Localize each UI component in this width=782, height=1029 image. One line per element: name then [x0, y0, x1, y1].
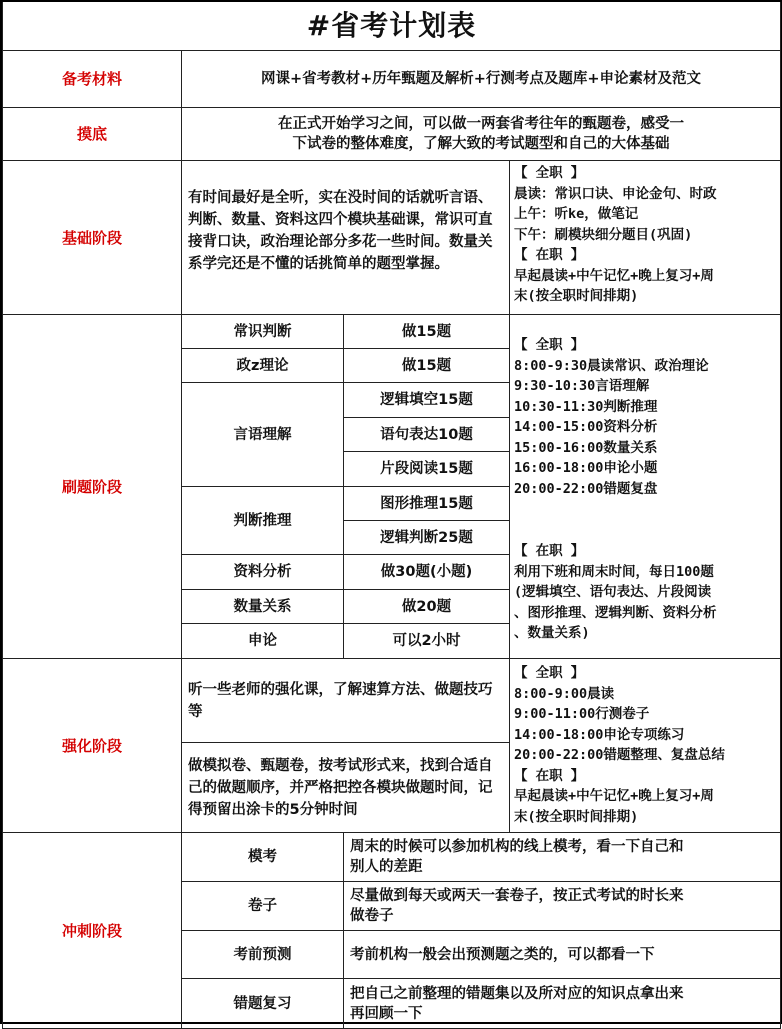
practice-task: 图形推理15题	[344, 487, 510, 521]
schedule-line: 【 在职 】	[514, 767, 585, 784]
practice-task: 片段阅读15题	[344, 452, 510, 487]
page-title: #省考计划表	[3, 2, 781, 51]
schedule-line: 上午：听ke，做笔记	[514, 206, 639, 222]
practice-module: 申论	[182, 624, 344, 659]
sprint-desc-line: 周末的时候可以参加机构的线上模考，看一下自己和	[350, 839, 684, 855]
schedule-line: 【 全职 】	[514, 165, 585, 181]
sprint-item: 模考	[182, 833, 344, 882]
practice-task: 逻辑判断25题	[344, 521, 510, 555]
sprint-label: 冲刺阶段	[3, 833, 182, 1029]
schedule-line: 利用下班和周末时间，每日100题	[514, 563, 714, 580]
sprint-desc-line: 把自己之前整理的错题集以及所对应的知识点拿出来	[350, 985, 684, 1002]
schedule-line: 晨读：常识口诀、申论金句、时政	[514, 185, 717, 202]
practice-label: 刷题阶段	[3, 315, 182, 659]
practice-task: 可以2小时	[344, 624, 510, 659]
schedule-line: 16:00-18:00申论小题	[514, 460, 658, 476]
sprint-desc	[344, 979, 781, 1029]
schedule-line: 10:30-11:30判断推理	[514, 398, 658, 415]
schedule-line: 8:00-9:00晨读	[514, 685, 615, 702]
schedule-line: 14:00-18:00申论专项练习	[514, 726, 685, 743]
schedule-line: 早起晨读+中午记忆+晚上复习+周	[514, 267, 714, 284]
sprint-item: 卷子	[182, 882, 344, 931]
probe-line-2: 下试卷的整体难度，了解大致的考试题型和自己的大体基础	[292, 136, 670, 152]
schedule-line: 末(按全职时间排期)	[514, 288, 639, 304]
sprint-desc-line: 考前机构一般会出预测题之类的，可以都看一下	[350, 946, 655, 963]
schedule-line: 、数量关系)	[514, 625, 590, 641]
practice-task: 语句表达10题	[344, 418, 510, 452]
intensive-content-1: 听一些老师的强化课，了解速算方法、做题技巧等	[182, 659, 510, 743]
foundation-content: 有时间最好是全听，实在没时间的话就听言语、判断、数量、资料这四个模块基础课，常识可直接背口诀，政治理论部分多花一些时间。数量关系学完还是不懂的话挑简单的题型掌握。	[182, 161, 510, 315]
schedule-line: 【 全职 】	[514, 665, 585, 681]
schedule-line: 9:30-10:30言语理解	[514, 378, 650, 394]
schedule-line: 【 全职 】	[514, 337, 585, 353]
schedule-line: 15:00-16:00数量关系	[514, 439, 658, 456]
materials-label: 备考材料	[3, 51, 182, 108]
sprint-item: 错题复习	[182, 979, 344, 1029]
plan-table	[2, 2, 781, 1029]
intensive-content-2: 做模拟卷、甄题卷，按考试形式来，找到合适自己的做题顺序，并严格把控各模块做题时间，记得预留出涂卡的5分钟时间	[182, 743, 510, 833]
sprint-desc	[344, 931, 781, 979]
practice-task: 做15题	[344, 349, 510, 383]
schedule-line: 、图形推理、逻辑判断、资料分析	[514, 604, 717, 621]
sprint-desc-line: 尽量做到每天或两天一套卷子，按正式考试的时长来	[350, 888, 684, 904]
materials-content: 网课+省考教材+历年甄题及解析+行测考点及题库+申论素材及范文	[182, 51, 781, 108]
practice-module: 数量关系	[182, 590, 344, 624]
sprint-desc	[344, 882, 781, 931]
practice-task: 做30题(小题)	[344, 555, 510, 590]
practice-task: 做15题	[344, 315, 510, 349]
intensive-schedule	[510, 659, 781, 833]
sprint-desc-line: 做卷子	[350, 908, 394, 924]
sprint-desc-line: 别人的差距	[350, 859, 423, 875]
probe-label: 摸底	[3, 108, 182, 161]
practice-module: 常识判断	[182, 315, 344, 349]
sprint-item: 考前预测	[182, 931, 344, 979]
schedule-line: 20:00-22:00错题复盘	[514, 480, 658, 497]
sprint-desc-line: 再回顾一下	[350, 1005, 423, 1022]
practice-task: 逻辑填空15题	[344, 383, 510, 418]
schedule-line: (逻辑填空、语句表达、片段阅读	[514, 584, 712, 600]
schedule-line: 【 在职 】	[514, 247, 585, 263]
schedule-line: 【 在职 】	[514, 543, 585, 559]
schedule-line: 14:00-15:00资料分析	[514, 419, 658, 435]
schedule-line: 20:00-22:00错题整理、复盘总结	[514, 747, 725, 763]
probe-line-1: 在正式开始学习之间，可以做一两套省考往年的甄题卷，感受一	[278, 116, 685, 132]
schedule-line: 9:00-11:00行测卷子	[514, 706, 650, 722]
foundation-schedule	[510, 161, 781, 315]
schedule-line: 末(按全职时间排期)	[514, 808, 639, 825]
practice-schedule	[510, 315, 781, 659]
practice-module: 判断推理	[182, 487, 344, 555]
probe-content	[182, 108, 781, 161]
schedule-line: 早起晨读+中午记忆+晚上复习+周	[514, 788, 714, 804]
intensive-label: 强化阶段	[3, 659, 182, 833]
schedule-line: 8:00-9:30晨读常识、政治理论	[514, 357, 709, 374]
schedule-line: 下午：刷模块细分题目(巩固)	[514, 226, 693, 243]
practice-module: 政z理论	[182, 349, 344, 383]
foundation-label: 基础阶段	[3, 161, 182, 315]
practice-task: 做20题	[344, 590, 510, 624]
practice-module: 言语理解	[182, 383, 344, 487]
sprint-desc	[344, 833, 781, 882]
practice-module: 资料分析	[182, 555, 344, 590]
